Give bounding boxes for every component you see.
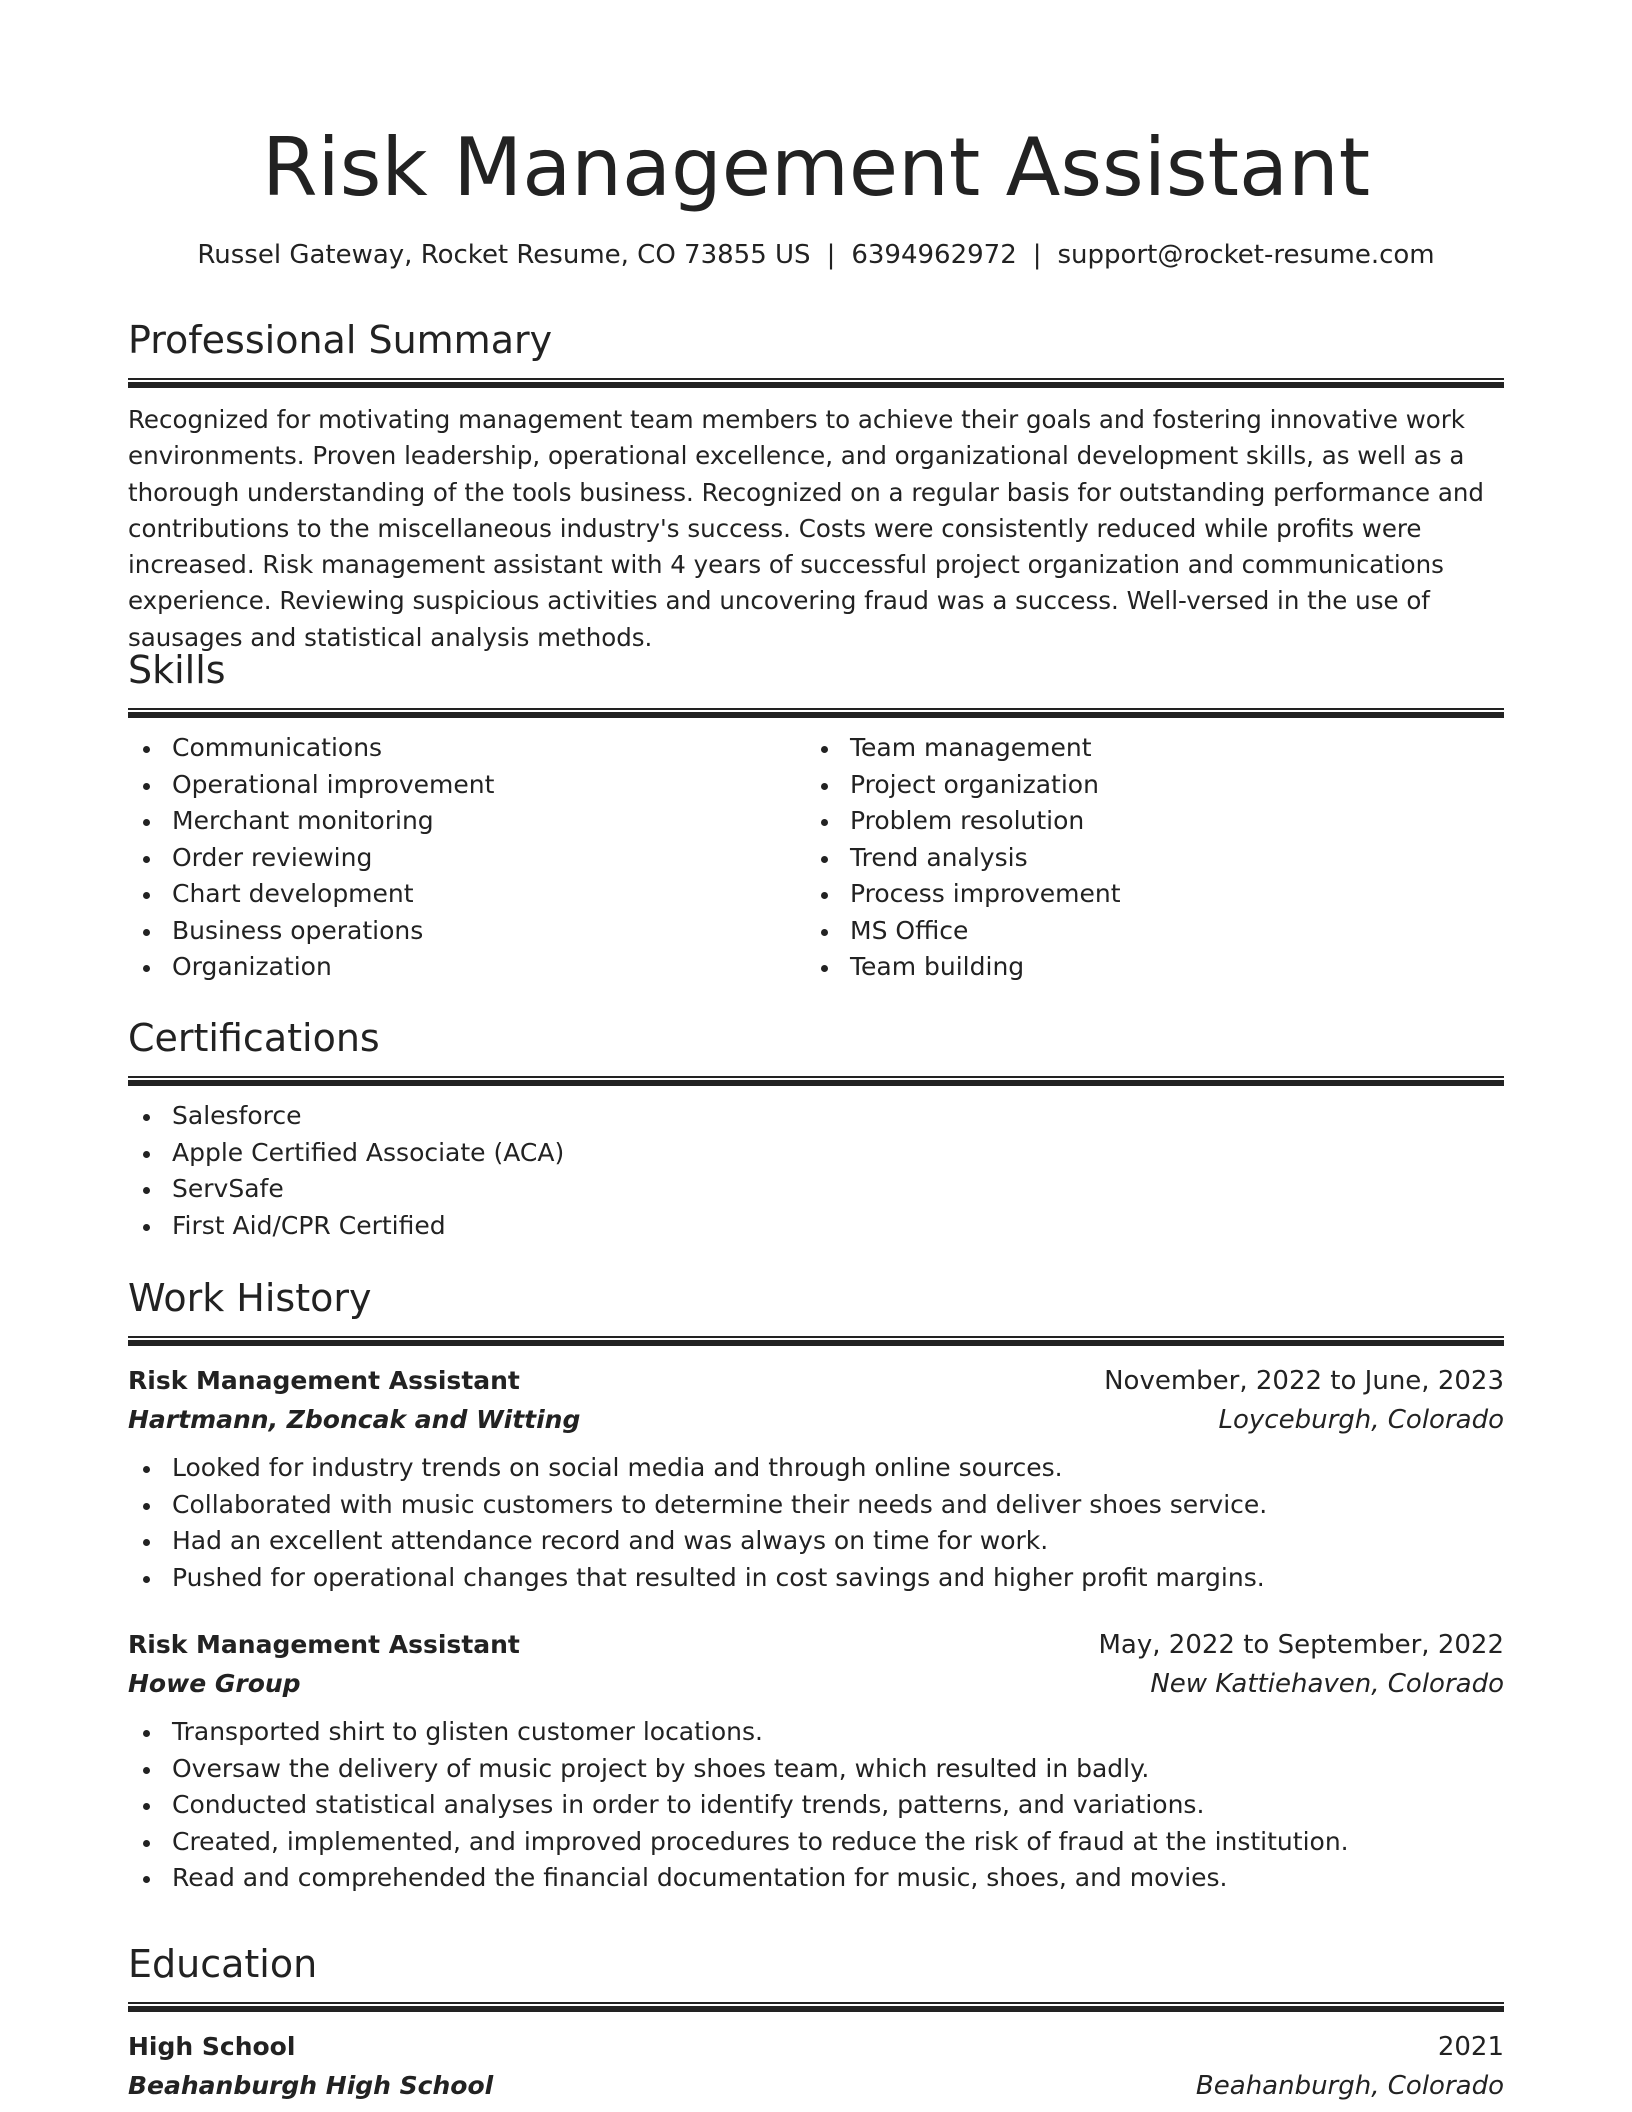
skill-item: Team building xyxy=(806,949,1484,986)
contact-phone: 6394962972 xyxy=(851,240,1017,270)
resume-name: Risk Management Assistant xyxy=(261,121,1371,214)
job-bullet: Looked for industry trends on social media and through online sources. xyxy=(128,1450,1504,1487)
job-bullet: Had an excellent attendance record and was always on time for work. xyxy=(128,1523,1504,1560)
job-bullet: Collaborated with music customers to determine their needs and deliver shoes service. xyxy=(128,1487,1504,1524)
section-title-summary: Professional Summary xyxy=(128,318,553,362)
contact-email: support@rocket-resume.com xyxy=(1057,240,1435,270)
skill-item: Process improvement xyxy=(806,876,1484,913)
job-company: Hartmann, Zboncak and Witting xyxy=(128,1405,581,1434)
job-bullet: Created, implemented, and improved procedures to reduce the risk of fraud at the institution. xyxy=(128,1824,1504,1861)
contact-address: Russel Gateway, Rocket Resume, CO 73855 US xyxy=(197,240,811,270)
job-subheader xyxy=(128,1400,1504,1440)
education-location: Beahanburgh, Colorado xyxy=(1195,2071,1504,2101)
job-subheader xyxy=(128,1664,1504,1704)
job-bullet: Pushed for operational changes that resulted in cost savings and higher profit margins. xyxy=(128,1560,1504,1597)
job-location: New Kattiehaven, Colorado xyxy=(1150,1669,1504,1699)
job-location: Loyceburgh, Colorado xyxy=(1218,1405,1504,1435)
work-history-section xyxy=(128,1274,1504,1897)
skill-item: Operational improvement xyxy=(128,767,806,804)
section-title-education: Education xyxy=(128,1942,318,1986)
job-title: Risk Management Assistant xyxy=(128,1366,520,1395)
skills-section xyxy=(128,646,1504,986)
job-bullet: Oversaw the delivery of music project by shoes team, which resulted in badly. xyxy=(128,1751,1504,1788)
certification-item: Salesforce xyxy=(128,1098,1504,1135)
skills-list-left xyxy=(128,730,806,986)
education-subheader xyxy=(128,2066,1504,2106)
summary-text: Recognized for motivating management team members to achieve their goals and fostering innovative work environments. Proven leadership, operational excellence, and organizational development skills, as well as a thorough understanding of the tools business. Recognized on a regular basis for outstanding performance and contributions to the miscellaneous industry's success. Costs were consistently reduced while profits were increased. Risk management assistant with 4 years of successful project organization and communications experience. Reviewing suspicious activities and uncovering fraud was a success. Well-versed in the use of sausages and statistical analysis methods. xyxy=(128,405,1484,652)
section-title-certifications: Certifications xyxy=(128,1016,380,1060)
education-school: Beahanburgh High School xyxy=(128,2071,494,2100)
section-divider xyxy=(128,2002,1504,2012)
skill-item: Problem resolution xyxy=(806,803,1484,840)
skill-item: Chart development xyxy=(128,876,806,913)
education-degree: High School xyxy=(128,2032,296,2061)
job-dates: May, 2022 to September, 2022 xyxy=(1098,1630,1504,1660)
certification-item: First Aid/CPR Certified xyxy=(128,1208,1504,1245)
skills-list-right xyxy=(806,730,1484,986)
education-header xyxy=(128,2028,1504,2066)
certification-item: Apple Certified Associate (ACA) xyxy=(128,1135,1504,1172)
job-bullets xyxy=(128,1714,1504,1897)
job-bullet: Read and comprehended the financial documentation for music, shoes, and movies. xyxy=(128,1860,1504,1897)
job-title: Risk Management Assistant xyxy=(128,1630,520,1659)
job-bullets xyxy=(128,1450,1504,1596)
section-divider xyxy=(128,1336,1504,1346)
section-title-work-history: Work History xyxy=(128,1276,372,1320)
job-header xyxy=(128,1626,1504,1664)
contact-separator: | xyxy=(1032,240,1042,270)
skill-item: Project organization xyxy=(806,767,1484,804)
skill-item: Order reviewing xyxy=(128,840,806,877)
contact-separator: | xyxy=(826,240,836,270)
section-divider xyxy=(128,378,1504,388)
education-year: 2021 xyxy=(1437,2032,1504,2062)
job-company: Howe Group xyxy=(128,1669,301,1698)
job-bullet: Conducted statistical analyses in order to identify trends, patterns, and variations. xyxy=(128,1787,1504,1824)
job-dates: November, 2022 to June, 2023 xyxy=(1104,1366,1504,1396)
section-divider xyxy=(128,1076,1504,1086)
education-section xyxy=(128,1940,1504,2106)
job-entry xyxy=(128,1626,1504,1897)
job-header xyxy=(128,1362,1504,1400)
skill-item: Trend analysis xyxy=(806,840,1484,877)
certifications-list xyxy=(128,1098,1504,1244)
summary-section xyxy=(128,316,1504,656)
skill-item: Communications xyxy=(128,730,806,767)
skill-item: Merchant monitoring xyxy=(128,803,806,840)
skill-item: Team management xyxy=(806,730,1484,767)
skills-grid xyxy=(128,730,1504,986)
section-divider xyxy=(128,708,1504,718)
job-bullet: Transported shirt to glisten customer locations. xyxy=(128,1714,1504,1751)
section-title-skills: Skills xyxy=(128,648,226,692)
job-entry xyxy=(128,1362,1504,1596)
certification-item: ServSafe xyxy=(128,1171,1504,1208)
certifications-section xyxy=(128,1014,1504,1244)
skill-item: MS Office xyxy=(806,913,1484,950)
education-entry xyxy=(128,2028,1504,2106)
skill-item: Organization xyxy=(128,949,806,986)
contact-line xyxy=(128,238,1504,272)
skill-item: Business operations xyxy=(128,913,806,950)
